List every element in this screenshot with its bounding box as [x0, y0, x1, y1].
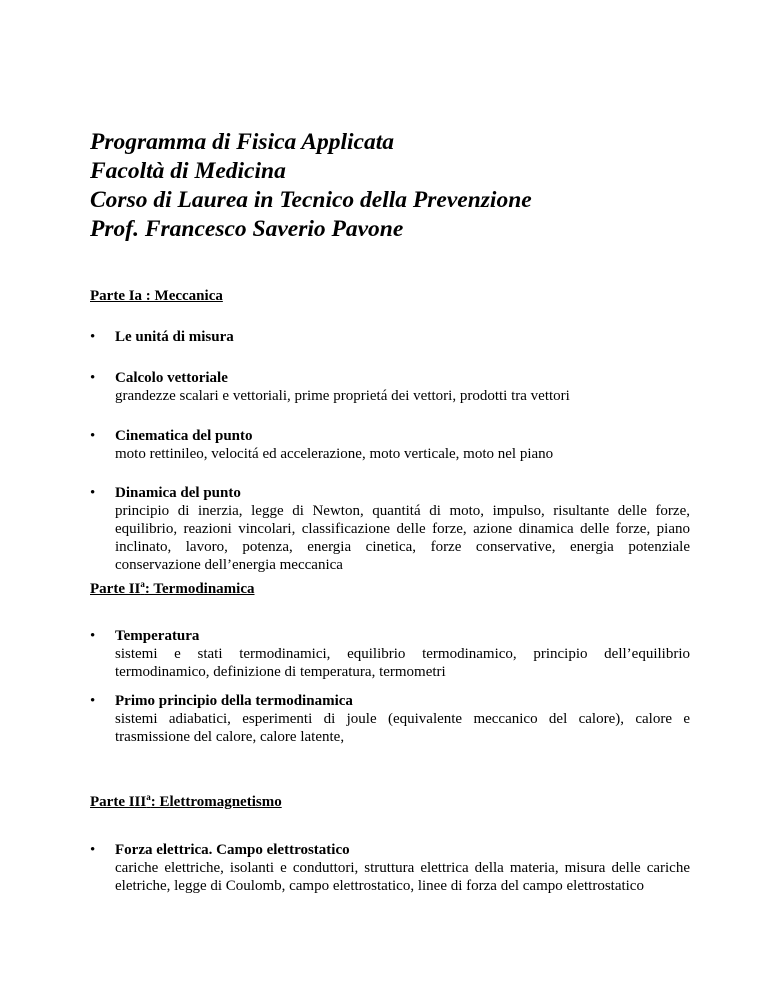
title-line-faculty: Facoltà di Medicina — [90, 158, 286, 184]
bullet-icon — [90, 841, 114, 859]
bullet-icon — [90, 484, 114, 502]
item-heading: Calcolo vettoriale — [115, 370, 228, 386]
part-heading-rest: : Elettromagnetismo — [150, 794, 282, 810]
item-heading: Temperatura — [115, 628, 200, 644]
item-description: sistemi e stati termodinamici, equilibrio termodinamico, principio dell’equilibrio termodinamico, definizione di temperatura, termometri — [115, 646, 690, 680]
item-heading: Le unitá di misura — [115, 329, 234, 345]
part-heading-superscript: a — [146, 792, 151, 802]
item-heading: Forza elettrica. Campo elettrostatico — [115, 842, 350, 858]
bullet-icon — [90, 692, 114, 710]
item-heading: Dinamica del punto — [115, 485, 241, 501]
title-line-professor: Prof. Francesco Saverio Pavone — [90, 216, 404, 242]
part-heading-main: Parte II — [90, 581, 141, 597]
item-description: principio di inerzia, legge di Newton, quantitá di moto, impulso, risultante delle forze, equilibrio, reazioni vincolari, classificazione delle forze, azione dinamica delle forze, piano inclinato, lavoro, potenza, energia cinetica, forze conservative, energia potenziale conservazione dell’energia meccanica — [115, 503, 690, 573]
part-heading-main: Parte III — [90, 794, 147, 810]
part-heading-rest: : Termodinamica — [144, 581, 255, 597]
bullet-icon — [90, 328, 114, 346]
bullet-icon — [90, 627, 114, 645]
item-description: moto rettinileo, velocitá ed accelerazione, moto verticale, moto nel piano — [115, 446, 554, 462]
part-heading-termodinamica — [90, 580, 255, 598]
item-heading: Primo principio della termodinamica — [115, 693, 353, 709]
item-heading: Cinematica del punto — [115, 428, 253, 444]
document-title — [90, 128, 710, 244]
title-line-degree: Corso di Laurea in Tecnico della Prevenzione — [90, 187, 532, 213]
part-heading-elettromagnetismo — [90, 793, 282, 811]
part-heading-meccanica: Parte Ia : Meccanica — [90, 288, 223, 304]
title-line-course: Programma di Fisica Applicata — [90, 129, 394, 155]
item-description: grandezze scalari e vettoriali, prime proprietá dei vettori, prodotti tra vettori — [115, 388, 570, 404]
bullet-icon — [90, 369, 114, 387]
item-description: cariche elettriche, isolanti e conduttori, struttura elettrica della materia, misura delle cariche eletriche, legge di Coulomb, campo elettrostatico, linee di forza del campo elettrostatico — [115, 860, 690, 894]
bullet-icon — [90, 427, 114, 445]
part-heading-superscript: a — [140, 579, 145, 589]
item-description: sistemi adiabatici, esperimenti di joule (equivalente meccanico del calore), calore e trasmissione del calore, calore latente, — [115, 711, 690, 745]
